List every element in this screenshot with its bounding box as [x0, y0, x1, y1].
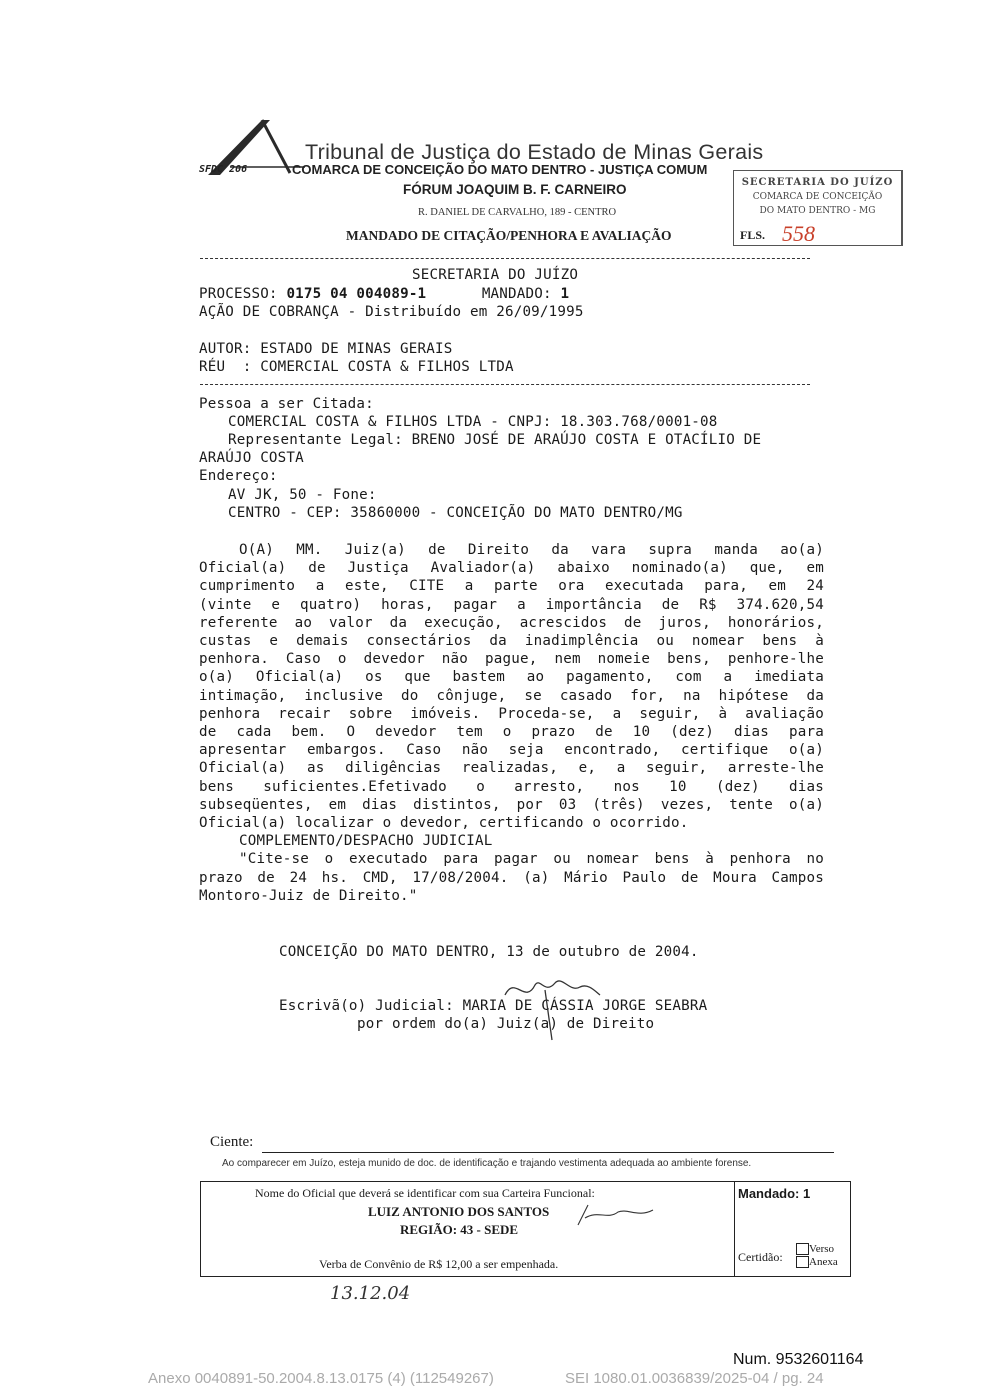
anexa-label: Anexa	[809, 1256, 838, 1268]
ciente-signature-line[interactable]	[262, 1152, 834, 1153]
certidao-label: Certidão:	[738, 1250, 783, 1264]
forum-name: FÓRUM JOAQUIM B. F. CARNEIRO	[403, 182, 627, 197]
representative-line-1: Representante Legal: BRENO JOSÉ DE ARAÚJO COSTA E OTACÍLIO DE	[228, 432, 762, 448]
anexo-reference: Anexo 0040891-50.2004.8.13.0175 (4) (112549267)	[148, 1370, 494, 1387]
autor-line: AUTOR: ESTADO DE MINAS GERAIS	[199, 341, 453, 357]
order-line: penhora recair sobre imóveis. Proceda-se, a seguir, à avaliação	[199, 705, 824, 722]
oficial-name: LUIZ ANTONIO DOS SANTOS	[368, 1204, 550, 1219]
order-line: intimação, inclusive do cônjuge, se casado for, na hipótese da	[199, 687, 824, 704]
oficial-signature	[573, 1200, 663, 1230]
order-line: subseqüentes, em dias distintos, por 03 (três) vezes, tente o(a)	[199, 796, 824, 813]
secretaria-heading: SECRETARIA DO JUÍZO	[412, 267, 579, 283]
stamp-line-1: SECRETARIA DO JUÍZO	[741, 177, 894, 188]
address-line-2: CENTRO - CEP: 35860000 - CONCEIÇÃO DO MATO DENTRO/MG	[228, 505, 683, 521]
fls-number: 558	[782, 221, 815, 246]
order-line: Oficial(a) as diligências realizadas, e, a seguir, arreste-lhe	[199, 760, 824, 777]
order-line: apresentar embargos. Caso não seja encontrado, certifique o(a)	[199, 742, 824, 759]
acao-line: AÇÃO DE COBRANÇA - Distribuído em 26/09/1995	[199, 304, 584, 320]
court-title: Tribunal de Justiça do Estado de Minas Gerais	[305, 140, 764, 164]
clerk-line: Escrivã(o) Judicial: MARIA DE CÁSSIA JORGE SEABRA	[279, 998, 708, 1014]
order-line: O(A) MM. Juiz(a) de Direito da vara supra manda ao(a)	[239, 542, 824, 558]
processo-line	[199, 285, 569, 303]
oficial-box	[200, 1181, 851, 1277]
oficial-regiao: REGIÃO: 43 - SEDE	[400, 1222, 519, 1237]
verso-option[interactable]	[796, 1243, 838, 1256]
certidao-options	[796, 1243, 838, 1269]
order-line: cumprimento a este, CITE a parte ora executada para, em 24	[199, 578, 824, 595]
mandado-number: 1	[560, 286, 570, 302]
order-line: Oficial(a) de Justiça Avaliador(a) abaixo nominado(a) que, em	[199, 560, 824, 577]
verso-label: Verso	[809, 1243, 835, 1255]
mandado-box-label: Mandado: 1	[738, 1186, 811, 1201]
stamp-line-2: COMARCA DE CONCEIÇÃO	[752, 192, 883, 202]
secretaria-stamp	[733, 170, 903, 246]
representative-line-2: ARAÚJO COSTA	[199, 450, 304, 466]
mandado-label: MANDADO:	[481, 286, 552, 302]
reu-line: RÉU : COMERCIAL COSTA & FILHOS LTDA	[199, 359, 514, 375]
order-line: bens suficientes.Efetivado o arresto, nos 10 (dez) dias	[199, 778, 824, 795]
forum-address: R. DANIEL DE CARVALHO, 189 - CENTRO	[418, 207, 617, 218]
verba-text: Verba de Convênio de R$ 12,00 a ser empenhada.	[319, 1257, 559, 1271]
complement-line: "Cite-se o executado para pagar ou nomear bens à penhora no	[239, 851, 824, 868]
anexa-option[interactable]	[796, 1256, 838, 1269]
company-line: COMERCIAL COSTA & FILHOS LTDA - CNPJ: 18.303.768/0001-08	[228, 414, 718, 430]
comarca-line: COMARCA DE CONCEIÇÃO DO MATO DENTRO - JUSTIÇA COMUM	[292, 162, 708, 177]
signature-scribble	[500, 965, 610, 1045]
stamp-line-3: DO MATO DENTRO - MG	[759, 206, 876, 216]
oficial-heading: Nome do Oficial que deverá se identificar com sua Carteira Funcional:	[255, 1186, 595, 1200]
complement-heading: COMPLEMENTO/DESPACHO JUDICIAL	[239, 833, 493, 850]
sei-reference: SEI 1080.01.0036839/2025-04 / pg. 24	[565, 1370, 824, 1387]
document-title: MANDADO DE CITAÇÃO/PENHORA E AVALIAÇÃO	[346, 228, 672, 243]
form-code: SFDC 206	[199, 164, 248, 175]
order-line: o(a) Oficial(a) os que bastem ao pagamento, com a imediata	[199, 669, 824, 686]
complement-line: prazo de 24 hs. CMD, 17/08/2004. (a) Mário Paulo de Moura Campos	[199, 869, 824, 886]
order-line: referente ao valor da execução, acrescidos de juros, honorários,	[199, 614, 824, 631]
handwritten-date: 13.12.04	[330, 1283, 411, 1304]
fls-label: FLS.	[740, 228, 766, 242]
order-line: penhora. Caso o devedor não pague, nem nomeie bens, penhore-lhe	[199, 651, 824, 668]
order-line: Oficial(a) localizar o devedor, certificando o ocorrido.	[199, 815, 689, 832]
document-number: Num. 9532601164	[733, 1351, 864, 1368]
processo-number: 0175 04 004089-1	[286, 286, 427, 302]
order-paragraph	[199, 541, 824, 905]
verso-checkbox[interactable]	[796, 1243, 809, 1255]
processo-label: PROCESSO:	[199, 286, 278, 302]
ciente-label: Ciente:	[210, 1134, 254, 1150]
order-line: (vinte e quatro) horas, pagar a importância de R$ 374.620,54	[199, 596, 824, 613]
order-line: custas e demais consectários da inadimplência ou nomear bens à	[199, 633, 824, 650]
separator-top	[200, 258, 810, 259]
ciente-notice: Ao comparecer em Juízo, esteja munido de doc. de identificação e trajando vestimenta adequada ao ambiente forense.	[222, 1158, 752, 1169]
separator-middle	[200, 384, 810, 385]
by-order-line: por ordem do(a) Juiz(a) de Direito	[357, 1016, 655, 1032]
address-line-1: AV JK, 50 - Fone:	[228, 487, 377, 503]
place-date: CONCEIÇÃO DO MATO DENTRO, 13 de outubro de 2004.	[279, 944, 699, 960]
address-heading: Endereço:	[199, 468, 278, 484]
order-line: de cada bem. O devedor tem o prazo de 10 (dez) dias para	[199, 724, 824, 741]
pessoa-heading: Pessoa a ser Citada:	[199, 396, 374, 412]
box-divider	[734, 1182, 735, 1276]
anexa-checkbox[interactable]	[796, 1256, 809, 1268]
complement-line: Montoro-Juiz de Direito."	[199, 887, 418, 904]
